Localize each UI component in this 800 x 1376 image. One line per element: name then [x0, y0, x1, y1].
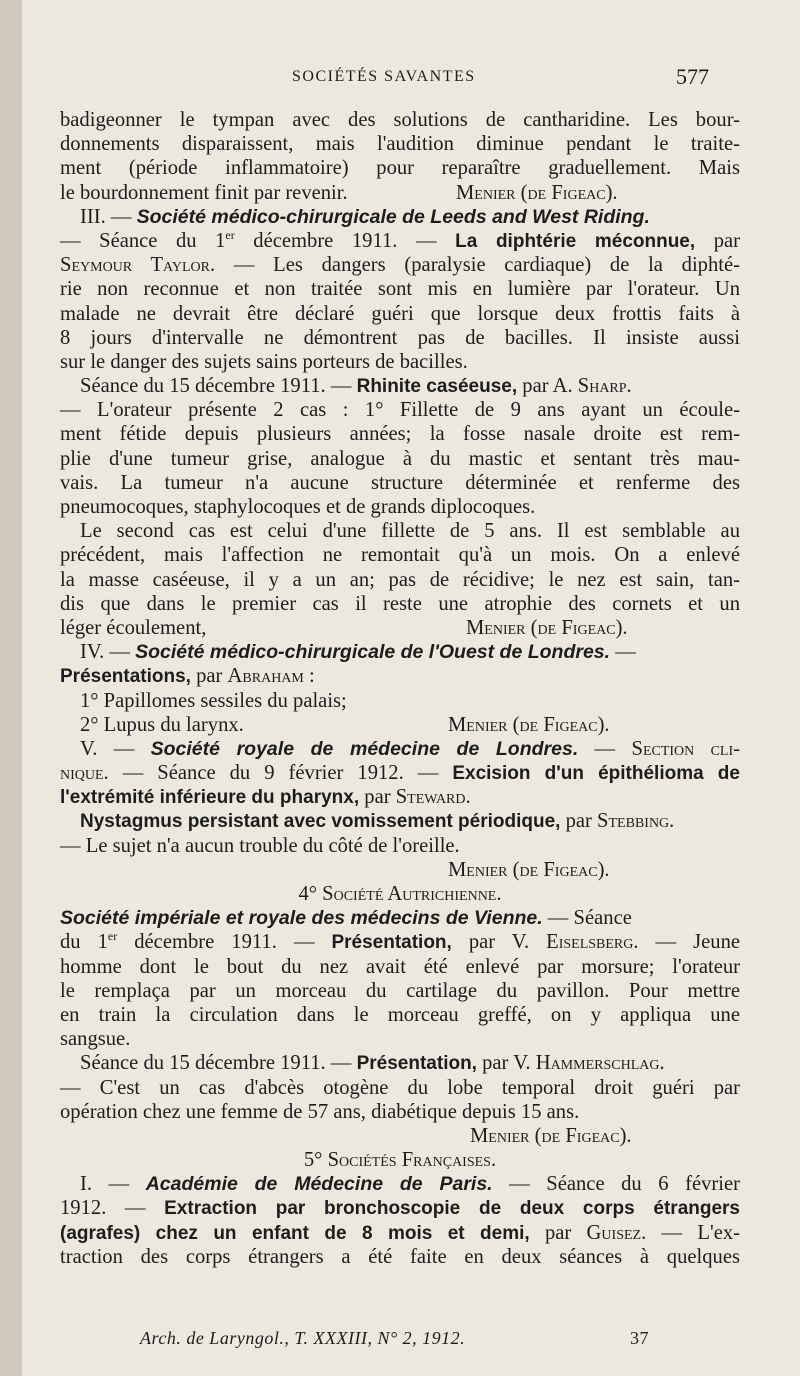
text-span: III. — [80, 205, 137, 228]
topic-title: Présentation, [356, 1053, 477, 1075]
text-line: traction des corps étrangers a été faite en deux séances à quelques [60, 1245, 740, 1268]
page [22, 0, 800, 1376]
society-title: Société médico-chirurgicale de Leeds and West Riding. [136, 205, 650, 228]
text-span: Séance du 15 décembre 1911. — [80, 1052, 357, 1075]
author-name: Sharp. [577, 375, 632, 398]
author-name: Menier (de Figeac). [448, 713, 610, 736]
text-span: — Les dangers (paralysie cardiaque) de la diphté- [215, 254, 740, 277]
text-span: 1912. — [60, 1197, 165, 1220]
text-span: par V. [451, 931, 547, 954]
text-line: ment fétide depuis plusieurs années; la fosse nasale droite est rem- [60, 423, 740, 446]
society-title: Académie de Médecine de Paris. [145, 1173, 493, 1196]
author-name: Seymour Taylor. [60, 254, 216, 277]
text-line: homme dont le bout du nez avait été enlevé par morsure; l'orateur [60, 955, 740, 978]
text-span: — [610, 641, 636, 664]
text-span: 4° [298, 883, 323, 905]
text-span: — L'ex- [646, 1221, 740, 1244]
text-span: par [695, 229, 740, 252]
topic-title: l'extrémité inférieure du pharynx, [60, 787, 360, 809]
text-line: sangsue. [60, 1028, 131, 1051]
text-line [60, 761, 740, 785]
topic-title: Rhinite caséeuse, [356, 376, 518, 398]
section-label: nique. [60, 762, 109, 785]
text-line [60, 205, 740, 229]
text-span: par [560, 810, 598, 833]
text-span: décembre 1911. — [234, 229, 456, 252]
society-title: Société médico-chirurgicale de l'Ouest de Londres. [135, 641, 611, 664]
signature-mark: 37 [630, 1328, 649, 1348]
topic-title: Présentation, [331, 932, 452, 954]
text-line: donnements disparaissent, mais l'audition diminue pendant le traite- [60, 133, 740, 156]
text-span: par A. [517, 375, 578, 398]
text-span: — Jeune [638, 931, 740, 954]
text-line [60, 1196, 740, 1220]
section-heading [60, 882, 740, 906]
text-span: le bourdonnement finit par revenir. [60, 181, 348, 204]
text-line [60, 1172, 740, 1196]
author-name: Menier (de Figeac). [448, 858, 610, 881]
journal-citation: Arch. de Laryngol., T. XXXIII, N° 2, 1912. [140, 1328, 466, 1348]
text-line: opération chez une femme de 57 ans, diabétique depuis 15 ans. [60, 1100, 580, 1123]
topic-title: (agrafes) chez un enfant de 8 mois et demi, [60, 1222, 530, 1244]
text-line [60, 785, 740, 809]
text-line: vais. La tumeur n'a aucune structure déterminée et renferme des [60, 471, 740, 494]
author-name: Stebbing. [597, 810, 675, 833]
superscript: er [107, 930, 118, 944]
text-line: — Le sujet n'a aucun trouble du côté de l'oreille. [60, 834, 460, 857]
text-line: sur le danger des sujets sains porteurs de bacilles. [60, 350, 468, 373]
text-line [60, 253, 740, 277]
text-line [60, 1051, 740, 1075]
article-body [60, 108, 740, 1269]
text-span: — [578, 737, 632, 760]
society-title: Société impériale et royale des médecins de Vienne. [60, 907, 543, 930]
text-line [60, 809, 740, 833]
text-span: 5° [303, 1149, 328, 1172]
text-span: : [303, 665, 315, 688]
text-line [60, 229, 740, 253]
text-span: par [190, 665, 228, 688]
page-footer [140, 1328, 700, 1349]
page-number: 577 [676, 64, 709, 89]
text-line: plie d'une tumeur grise, analogue à du mastic et sentant très mau- [60, 447, 740, 470]
text-line [60, 906, 740, 930]
text-line: la masse caséeuse, il y a un an; pas de récidive; le nez est sain, tan- [60, 568, 740, 591]
text-line: malade ne devrait être déclaré guéri que lorsque deux frottis faits à [60, 302, 740, 325]
text-line [60, 616, 740, 640]
section-label: Section cli- [631, 737, 740, 760]
section-heading [60, 1148, 740, 1172]
author-name: Menier (de Figeac). [466, 616, 628, 639]
text-line [60, 737, 740, 761]
author-name: Eiselsberg. [546, 931, 639, 954]
text-line: le remplaça par un morceau du cartilage du pavillon. Pour mettre [60, 979, 740, 1002]
author-name: Menier (de Figeac). [470, 1124, 632, 1147]
text-span: 2° Lupus du larynx. [80, 713, 244, 736]
text-span: du 1 [60, 931, 108, 954]
text-span: — Séance du 9 février 1912. — [108, 762, 453, 785]
text-span: I. — [80, 1173, 146, 1196]
text-line [60, 181, 740, 205]
text-line: dis que dans le premier cas il reste une atrophie des cornets et un [60, 592, 740, 615]
text-span: par [529, 1221, 587, 1244]
text-span: — Séance [542, 907, 632, 930]
text-line: badigeonner le tympan avec des solutions de cantharidine. Les bour- [60, 109, 740, 131]
signature-menier [456, 181, 618, 205]
text-line [60, 1124, 740, 1148]
author-name: Hammerschlag. [535, 1052, 665, 1075]
text-line: rie non reconnue et non traitée sont mis en lumière par l'orateur. Un [60, 278, 740, 301]
text-line: Le second cas est celui d'une fillette de 5 ans. Il est semblable au [80, 520, 740, 543]
author-name: Abraham [227, 665, 304, 688]
topic-title: La diphtérie méconnue, [455, 230, 696, 252]
text-span: décembre 1911. — [117, 931, 332, 954]
topic-title: Présentations, [60, 666, 191, 688]
author-name: Menier (de Figeac). [456, 181, 618, 204]
text-span: V. — [80, 737, 151, 760]
text-line: précédent, mais l'affection ne remontait qu'à un mois. On a enlevé [60, 544, 740, 567]
topic-title: Extraction par bronchoscopie de deux corps étrangers [164, 1198, 740, 1220]
text-span: IV. — [80, 641, 136, 664]
text-line: ment (période inflammatoire) pour reparaître graduellement. Mais [60, 157, 740, 180]
text-line: — C'est un cas d'abcès otogène du lobe temporal droit guéri par [60, 1076, 740, 1099]
topic-title: Nystagmus persistant avec vomissement périodique, [80, 811, 561, 833]
section-title: Sociétés Françaises. [327, 1149, 497, 1172]
text-line [60, 713, 740, 737]
author-name: Guisez. [586, 1221, 647, 1244]
text-span: par [359, 786, 396, 809]
text-line: — L'orateur présente 2 cas : 1° Fillette de 9 ans ayant un écoule- [60, 399, 740, 422]
running-header [22, 60, 800, 92]
text-line [60, 664, 740, 688]
superscript: er [225, 228, 235, 243]
header-title: SOCIÉTÉS SAVANTES [292, 68, 476, 85]
text-line [60, 640, 740, 664]
section-title: Société Autrichienne. [322, 883, 502, 905]
text-line: 1° Papillomes sessiles du palais; [80, 689, 347, 712]
text-span: Séance du 15 décembre 1911. — [80, 375, 357, 398]
text-line [60, 930, 740, 954]
text-line: 8 jours d'intervalle ne démontrent pas de bacilles. Il insiste aussi [60, 326, 740, 349]
topic-title: Excision d'un épithélioma de [452, 763, 740, 785]
text-line: en train la circulation dans le morceau greffé, on y appliqua une [60, 1003, 740, 1026]
text-line [60, 374, 740, 398]
text-span: — Séance du 1 [60, 229, 226, 252]
text-line: pneumocoques, staphylocoques et de grands diplocoques. [60, 496, 536, 518]
society-title: Société royale de médecine de Londres. [150, 737, 579, 760]
text-line [60, 858, 740, 882]
text-line [60, 1221, 740, 1245]
author-name: Steward. [395, 786, 471, 809]
text-span: léger écoulement, [60, 616, 207, 639]
text-span: — Séance du 6 février [492, 1173, 740, 1196]
text-span: par V. [476, 1052, 536, 1075]
